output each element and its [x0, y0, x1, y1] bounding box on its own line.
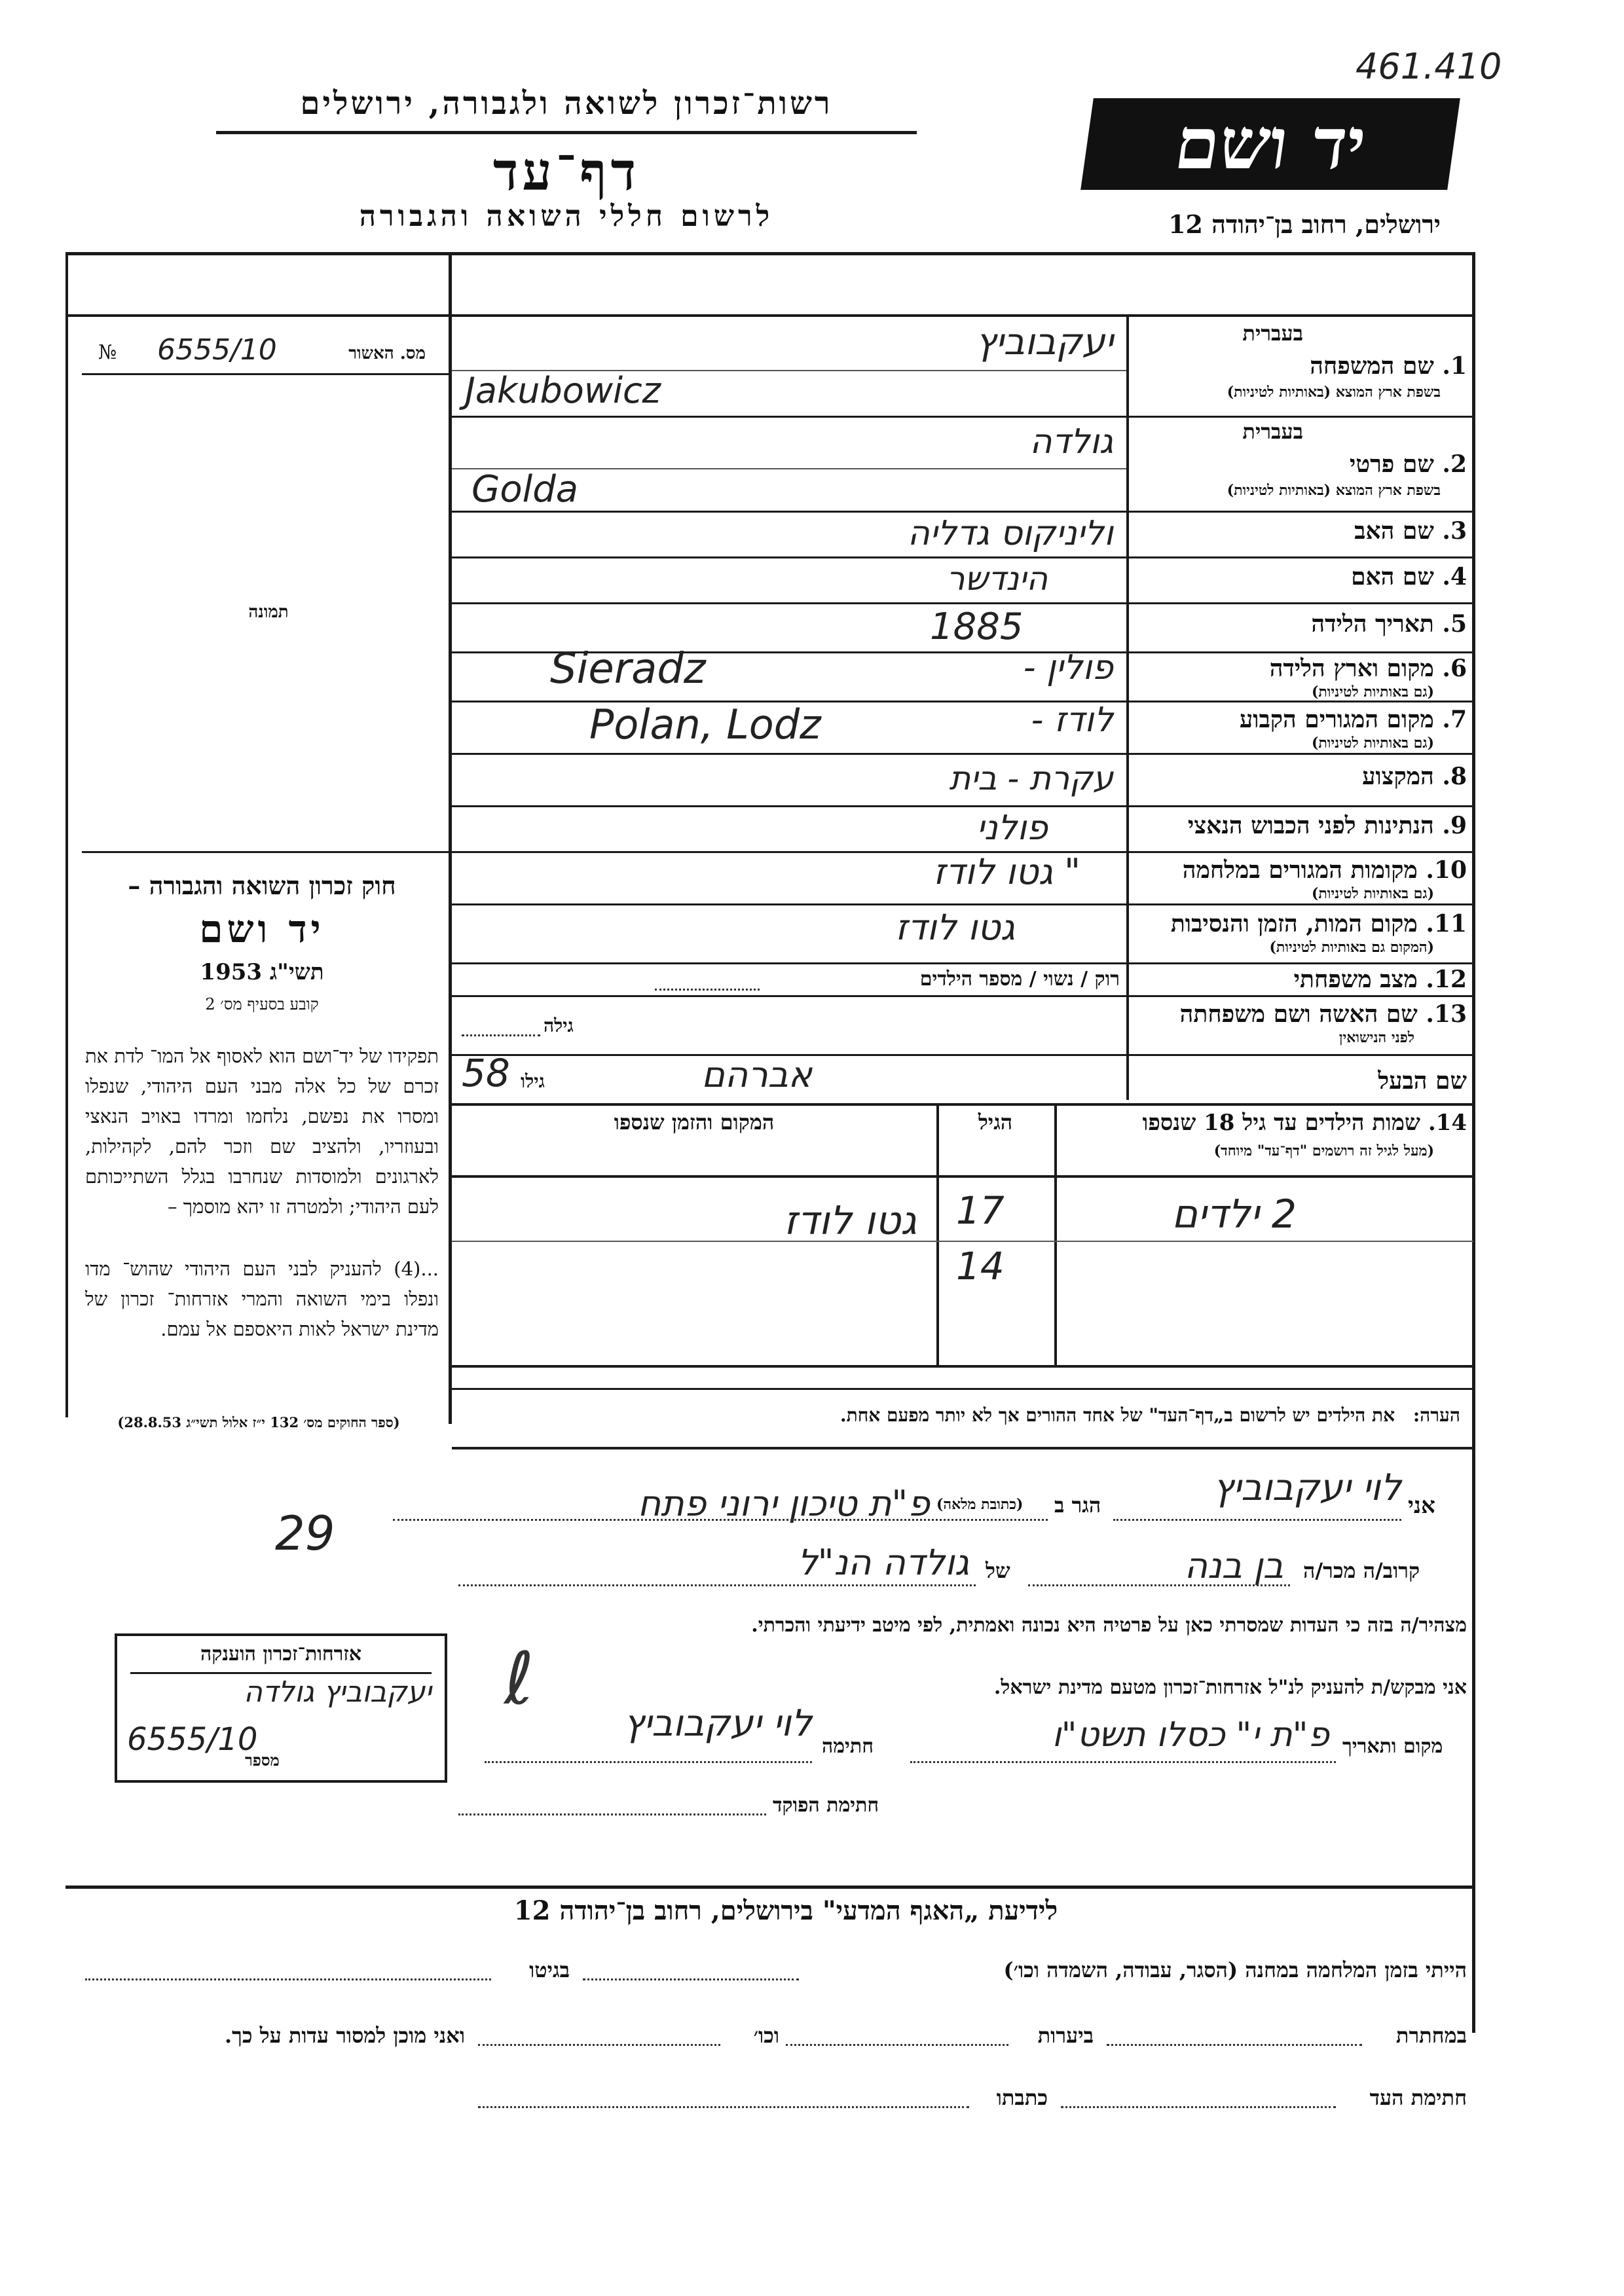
field-number: 6. — [1442, 655, 1467, 682]
field-number: 13. — [1426, 1000, 1467, 1028]
field-label — [1183, 856, 1467, 884]
place-date-value: פ"ת י" כסלו תשט"ו — [1052, 1715, 1329, 1755]
footer-address-line — [478, 2106, 969, 2108]
field-label-text: מקום המות, הזמן והנסיבות — [1170, 910, 1418, 938]
footer-ghetto-label: בגיטו — [529, 1958, 570, 1982]
family-name-latin: Jakubowicz — [465, 370, 661, 411]
stamp-name: יעקבוביץ גולדה — [244, 1675, 432, 1709]
footer-etc-label: וכו׳ — [753, 2023, 779, 2048]
field-label — [1171, 910, 1467, 938]
footer-witness-signature-label: חתימת העד — [1369, 2085, 1467, 2110]
field-label-text: שם המשפחה — [1310, 352, 1434, 380]
field-row-2 — [1133, 419, 1467, 511]
address-value: פ"ת טיכון ירוני פתח — [637, 1483, 930, 1524]
children-count-line — [655, 989, 760, 991]
children-death-place: גטו לודז — [783, 1198, 917, 1244]
children-col-divider — [1054, 1103, 1057, 1365]
law-year: תשי"ג 1953 — [200, 959, 324, 985]
field-number: 12. — [1426, 966, 1467, 993]
relative-label: קרוב/ה מכר/ה — [1303, 1558, 1420, 1583]
field-row-5 — [1133, 610, 1467, 638]
stamp-rule — [130, 1672, 432, 1674]
marital-status-options — [760, 968, 1120, 991]
field-number: 8. — [1442, 763, 1467, 790]
footer-forest-line — [786, 2044, 1008, 2046]
field-label — [1270, 655, 1467, 682]
first-name-hebrew: גולדה — [1029, 422, 1113, 462]
row-divider — [452, 1103, 1473, 1106]
law-text-2: ...(4) להעניק לבני העם היהודי שהוש־ מדו ונפלו בימי השואה והמרי אזרחות־ זכרון של מדינת ישראל לאות היאספם אל עמם. — [85, 1258, 439, 1340]
field-label-text: שם פרטי — [1349, 450, 1434, 478]
wife-age-line — [462, 1034, 540, 1036]
signature-line — [485, 1761, 812, 1763]
field-label — [1143, 1110, 1467, 1136]
archive-number: 461.410 — [1356, 46, 1502, 87]
row-divider — [452, 805, 1473, 807]
law-citation: (ספר החוקים מס׳ 132 י״ז אלול תשי״ג 28.8.53) — [117, 1414, 400, 1430]
field-number: 5. — [1442, 610, 1467, 638]
lang-label: בעברית — [1242, 419, 1303, 444]
signature-flourish: ℓ — [504, 1637, 534, 1721]
place-date-line — [910, 1761, 1336, 1763]
approval-value: 6555/10 — [157, 333, 277, 367]
resides-label: הגר ב — [1054, 1493, 1101, 1518]
child-age-1: 17 — [956, 1188, 1005, 1233]
children-bottom-rule — [452, 1365, 1473, 1368]
profession-value: עקרת - בית — [949, 759, 1113, 797]
field-label-text: שמות הילדים עד גיל 18 שנספו — [1142, 1110, 1420, 1136]
field-number: 9. — [1442, 812, 1467, 839]
field-label-text: שם האשה ושם משפחתה — [1179, 1000, 1418, 1028]
field-label-text: הנתינות לפני הכבוש הנאצי — [1187, 812, 1434, 839]
place-date-label: מקום ותאריך — [1342, 1735, 1443, 1758]
field-row-9 — [1133, 812, 1467, 839]
field-number: 10. — [1426, 856, 1467, 884]
field-label-text: שם האב — [1354, 517, 1434, 545]
note-label: הערה: — [1412, 1404, 1460, 1426]
officer-line — [458, 1813, 766, 1815]
field-label-text: מקום המגורים הקבוע — [1239, 706, 1434, 733]
footer-ready-text: ואני מוכן למסור עדות על כך. — [224, 2023, 465, 2048]
form-top-border-2 — [65, 314, 1473, 317]
form-top-border — [65, 252, 1473, 255]
address-hint: (כתובת מלאה) — [936, 1496, 1024, 1513]
law-clause: קובע בסעיף מס׳ 2 — [205, 995, 319, 1013]
field-sublabel: בשפת ארץ המוצא (באותיות לטיניות) — [1227, 384, 1441, 401]
birth-place-hebrew: פולין - — [1023, 648, 1113, 687]
of-label: של — [986, 1558, 1010, 1583]
relation-line — [1028, 1584, 1290, 1586]
field-row-10 — [1133, 856, 1467, 902]
residence-latin: Polan, Lodz — [589, 701, 821, 748]
field-number: 14. — [1428, 1110, 1467, 1136]
field-sublabel: (המקום גם באותיות לטיניות) — [1269, 939, 1434, 956]
family-name-hebrew: יעקבוביץ — [975, 321, 1113, 363]
declaration-statement: מצהיר/ה בזה כי העדות שמסרתי כאן על פרטיה היא נכונה ואמתית, לפי מיטב ידיעתי והכרתי. — [751, 1614, 1467, 1637]
father-name-value: וליניקוס גדליה — [907, 514, 1113, 553]
photo-label: תמונה — [248, 602, 289, 622]
field-sublabel: בשפת ארץ המוצא (באותיות לטיניות) — [1227, 482, 1441, 499]
row-divider — [452, 753, 1473, 755]
death-place-value: גטו לודז — [895, 907, 1015, 948]
first-name-latin: Golda — [471, 468, 579, 511]
stamp-number-label: מספר — [245, 1751, 280, 1770]
children-header-rule — [452, 1175, 1473, 1178]
stamp-number: 6555/10 — [127, 1721, 258, 1758]
note-line — [458, 1404, 1460, 1427]
footer-camp-line — [583, 1978, 799, 1980]
row-divider — [452, 556, 1473, 558]
row-divider — [452, 511, 1473, 513]
wife-age-label: גילה — [544, 1015, 574, 1036]
children-place-header: המקום והזמן שנספו — [614, 1110, 775, 1135]
header-rule — [216, 131, 917, 134]
field-label — [1180, 1000, 1467, 1028]
field-number: 3. — [1442, 517, 1467, 545]
mother-name-value: הינדשר — [946, 560, 1048, 598]
field-row-11 — [1133, 910, 1467, 962]
address-line — [393, 1519, 1048, 1521]
relation-value: בן בנה — [1184, 1545, 1283, 1586]
law-name: יד ושם — [199, 907, 325, 951]
field-label-text: תאריך הלידה — [1311, 610, 1434, 638]
footer-address-label: כתבתו — [996, 2085, 1048, 2110]
field-sublabel: (גם באותיות לטיניות) — [1311, 683, 1434, 701]
footer-top-rule — [65, 1886, 1473, 1889]
field-label-text: מצב משפחתי — [1293, 966, 1418, 993]
footer-line-2 — [79, 2023, 1467, 2056]
note-text: את הילדים יש לרשום ב„דף־העד" של אחד ההורים אך לא יותר מפעם אחת. — [840, 1404, 1395, 1426]
footer-ghetto-line — [85, 1978, 491, 1980]
footer-underground-line — [1107, 2044, 1362, 2046]
footer-line-1 — [79, 1958, 1467, 1990]
footer-camp-text: הייתי בזמן המלחמה במחנה (הסגר, עבודה, השמדה וכו׳) — [1003, 1958, 1467, 1982]
form-left-border — [65, 252, 68, 1417]
field-number: 11. — [1426, 910, 1467, 938]
row-divider — [452, 903, 1473, 905]
field-sublabel: (גם באותיות לטיניות) — [1311, 885, 1434, 902]
declarant-name-line — [1113, 1519, 1401, 1521]
field-label-text: מקום וארץ הלידה — [1269, 655, 1434, 682]
footer-witness-signature-line — [1061, 2106, 1336, 2108]
footer-title: לידיעת „האגף המדעי" בירושלים, רחוב בן־יהודה 12 — [513, 1895, 1058, 1926]
of-line — [458, 1584, 976, 1586]
of-value: גולדה הנ"ל — [797, 1542, 969, 1583]
footer-underground-label: במחתרת — [1395, 2023, 1467, 2048]
note-rule-bottom — [452, 1447, 1473, 1449]
approval-label: מס. האשור — [348, 344, 426, 363]
field-label-text: שם האם — [1351, 563, 1434, 591]
form-subtitle: לרשום חללי השואה והגבורה — [359, 200, 774, 233]
field-sublabel: לפני הנישואין — [1338, 1029, 1414, 1046]
stamp-title: אזרחות־זכרון הוענקה — [200, 1643, 362, 1666]
field-row-12 — [1133, 966, 1467, 993]
approval-number-field — [98, 333, 439, 370]
note-rule — [452, 1388, 1473, 1390]
field-row-13 — [1133, 1000, 1467, 1053]
footer-forest-label: ביערות — [1037, 2023, 1094, 2048]
field-sublabel: (גם באותיות לטיניות) — [1311, 735, 1434, 752]
footer-etc-line — [478, 2044, 720, 2046]
field-number: 4. — [1442, 563, 1467, 591]
field-label-text: מקומות המגורים במלחמה — [1182, 856, 1418, 884]
declaration-request: אני מבקש/ת להעניק לנ"ל אזרחות־זכרון מטעם מדינת ישראל. — [993, 1676, 1467, 1699]
field-row-4 — [1133, 563, 1467, 591]
field-row-3 — [1133, 517, 1467, 545]
yad-vashem-logo: יד ושם — [1080, 98, 1460, 190]
children-col-divider — [936, 1103, 939, 1365]
war-residence-value: " גטו לודז — [933, 851, 1080, 892]
field-label — [1240, 706, 1467, 733]
field-number: 1. — [1442, 352, 1467, 380]
row-divider — [452, 416, 1473, 418]
husband-row — [1133, 1067, 1467, 1095]
signature-label: חתימה — [822, 1735, 874, 1758]
child-age-2: 14 — [956, 1244, 1005, 1288]
row-divider — [452, 602, 1473, 604]
left-law-divider — [82, 851, 449, 853]
field-label — [1310, 352, 1467, 380]
husband-age-label: גילו — [521, 1070, 545, 1092]
field-row-8 — [1133, 763, 1467, 790]
law-title: חוק זכרון השואה והגבורה – — [128, 871, 396, 900]
children-age-header: הגיל — [978, 1110, 1013, 1135]
nationality-value: פולני — [976, 809, 1048, 848]
approval-number-sign: № — [98, 341, 117, 364]
field-number: 2. — [1442, 450, 1467, 478]
authority-name: רשות־זכרון לשואה ולגבורה, ירושלים — [300, 85, 833, 122]
row-divider — [452, 962, 1473, 964]
husband-age-value: 58 — [462, 1051, 510, 1095]
marital-status-options-text: רוק / נשוי / מספר הילדים — [919, 968, 1120, 991]
row-divider — [452, 995, 1473, 997]
law-text-1: תפקידו של יד־ושם הוא לאסוף אל המו־ לדת את זכרם של כל אלה מבני העם היהודי, שנפלו ומסרו את נפשם, נלחמו ומרדו באויב הנאצי ובעוזריו, ולהציב שם וזכר להם, לקהילות, לארגונים ולמוסדות שנחרבו בגלל השתייכותם לעם היהודי; ולמטרה זו יהא מוסמך – — [85, 1045, 439, 1218]
birth-date-value: 1885 — [930, 606, 1024, 648]
children-header — [1061, 1110, 1467, 1175]
husband-name-value: אברהם — [701, 1054, 812, 1095]
left-column-divider — [449, 252, 452, 1424]
residence-hebrew: לודז - — [1031, 701, 1113, 740]
side-mark: 29 — [275, 1506, 335, 1561]
label-column-divider — [1126, 314, 1129, 1100]
declarant-label: אני — [1408, 1493, 1435, 1519]
declarant-name-value: לוי יעקבוביץ — [1213, 1467, 1401, 1509]
lang-label: בעברית — [1242, 321, 1303, 346]
field-row-6 — [1133, 655, 1467, 701]
children-names-value: 2 ילדים — [1172, 1192, 1297, 1237]
form-right-border — [1472, 252, 1475, 2033]
signature-value: לוי יעקבוביץ — [623, 1702, 812, 1745]
form-title: דף־עד — [492, 141, 640, 202]
left-photo-divider — [82, 373, 449, 375]
birth-place-latin: Sieradz — [550, 645, 706, 693]
footer-line-3 — [79, 2085, 1467, 2118]
field-label-text: המקצוע — [1362, 763, 1434, 790]
officer-label: חתימת הפוקד — [773, 1794, 879, 1817]
citizenship-stamp — [115, 1633, 447, 1783]
field-label-text: שם הבעל — [1378, 1067, 1467, 1095]
field-row-7 — [1133, 706, 1467, 752]
field-sublabel: (מעל לגיל זה רושמים "דף־עד" מיוחד) — [1213, 1142, 1434, 1159]
field-row-1 — [1133, 321, 1467, 416]
field-label — [1350, 450, 1467, 478]
header-address: ירושלים, רחוב בן־יהודה 12 — [1168, 210, 1441, 239]
field-number: 7. — [1442, 706, 1467, 733]
